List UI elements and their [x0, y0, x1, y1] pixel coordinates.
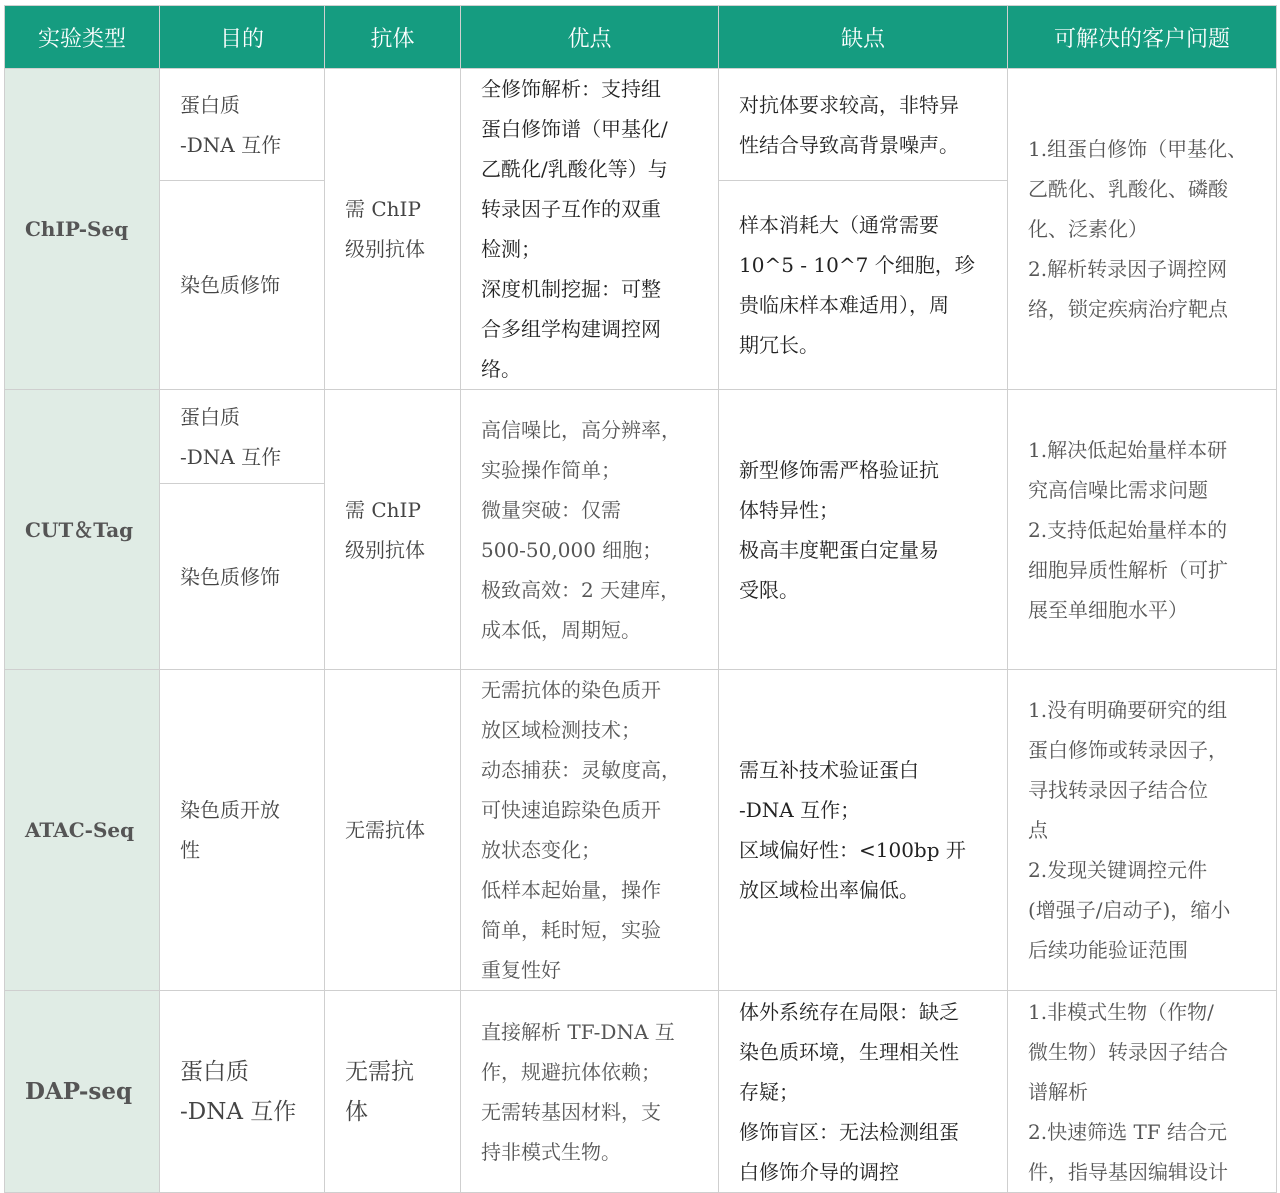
text-line: 放区域检测技术； [481, 718, 641, 742]
table-row-dap [5, 991, 1277, 1193]
header-solve: 可解决的客户问题 [1008, 6, 1277, 69]
text-line: 1.非模式生物（作物/ [1028, 999, 1214, 1024]
type-cell [5, 390, 160, 670]
type-label: ChIP-Seq [25, 217, 129, 241]
purpose-cell [160, 484, 325, 670]
text-line: 性结合导致高背景噪声。 [739, 132, 959, 157]
text-line: 新型修饰需严格验证抗 [739, 457, 939, 482]
pros-cell [461, 670, 719, 991]
text-line: 乙酰化/乳酸化等）与 [481, 157, 668, 181]
text-line: 需互补技术验证蛋白 [739, 758, 919, 782]
cons-cell [719, 390, 1008, 670]
text-line: 持非模式生物。 [481, 1139, 621, 1164]
header-antibody: 抗体 [325, 6, 461, 69]
text-line: 受限。 [739, 577, 799, 602]
text-line: 低样本起始量，操作 [481, 878, 661, 902]
text-line: 500-50,000 细胞； [481, 537, 663, 562]
purpose-cell [160, 390, 325, 484]
text-line: 寻找转录因子结合位 [1028, 778, 1208, 802]
text-line: 需 ChIP [345, 497, 421, 522]
pros-cell [461, 991, 719, 1193]
text-line: 合多组学构建调控网 [481, 317, 661, 341]
text-line: 对抗体要求较高，非特异 [739, 92, 959, 117]
text-line: -DNA 互作 [180, 132, 282, 157]
antibody-cell [325, 670, 461, 991]
text-line: 2.快速筛选 TF 结合元 [1028, 1119, 1228, 1144]
text-line: 2.支持低起始量样本的 [1028, 517, 1228, 542]
text-line: 放状态变化； [481, 838, 601, 862]
text-line: 谱解析 [1028, 1079, 1088, 1104]
type-cell [5, 991, 160, 1193]
text-line: 2.解析转录因子调控网 [1028, 257, 1228, 281]
text-line: 实验操作简单； [481, 457, 621, 482]
cons-cell [719, 991, 1008, 1193]
text-line: 展至单细胞水平） [1028, 597, 1188, 622]
text-line: 成本低，周期短。 [481, 617, 641, 642]
pros-cell [461, 69, 719, 390]
text-line: 无需抗体的染色质开 [481, 678, 661, 702]
purpose-cell [160, 991, 325, 1193]
purpose-cell [160, 69, 325, 181]
text-line: 10^5 - 10^7 个细胞，珍 [739, 253, 975, 278]
text-line: 细胞异质性解析（可扩 [1028, 557, 1228, 582]
table-row-chip [5, 69, 1277, 181]
text-line: 蛋白质 [180, 404, 240, 429]
text-line: 性 [180, 838, 200, 862]
text-line: 乙酰化、乳酸化、磷酸 [1028, 177, 1228, 201]
purpose-cell [160, 181, 325, 390]
text-line: 存疑； [739, 1079, 799, 1104]
comparison-table [4, 5, 1277, 1193]
solve-cell [1008, 670, 1277, 991]
text-line: -DNA 互作 [180, 444, 282, 469]
text-line: 点 [1028, 818, 1048, 842]
text-line: 件，指导基因编辑设计 [1028, 1159, 1228, 1184]
text-line: 简单，耗时短，实验 [481, 918, 661, 942]
type-label: DAP-seq [25, 1077, 133, 1105]
header-type: 实验类型 [5, 6, 160, 69]
antibody-cell [325, 991, 461, 1193]
text-line: 无需转基因材料，支 [481, 1099, 661, 1124]
text-line: 体外系统存在局限：缺乏 [739, 999, 959, 1024]
text-line: 蛋白修饰或转录因子， [1028, 738, 1228, 762]
text-line: 全修饰解析：支持组 [481, 77, 661, 101]
text-line: 级别抗体 [345, 237, 425, 261]
header-row [5, 6, 1277, 69]
text-line: 高信噪比，高分辨率， [481, 417, 681, 442]
text-line: 贵临床样本难适用），周 [739, 293, 949, 318]
text-line: 染色质修饰 [180, 564, 280, 589]
type-cell [5, 69, 160, 390]
text-line: 作，规避抗体依赖； [481, 1059, 661, 1084]
text-line: 转录因子互作的双重 [481, 197, 661, 221]
table-row-atac [5, 670, 1277, 991]
text-line: 深度机制挖掘：可整 [481, 277, 661, 301]
solve-cell [1008, 69, 1277, 390]
text-line: 极高丰度靶蛋白定量易 [739, 537, 939, 562]
header-cons: 缺点 [719, 6, 1008, 69]
text-line: 需 ChIP [345, 197, 421, 221]
text-line: 2.发现关键调控元件 [1028, 858, 1208, 882]
solve-cell [1008, 991, 1277, 1193]
text-line: 无需抗体 [345, 818, 425, 842]
text-line: 白修饰介导的调控 [739, 1159, 899, 1184]
text-line: 区域偏好性：<100bp 开 [739, 838, 966, 862]
text-line: 极致高效：2 天建库， [481, 577, 681, 602]
header-purpose: 目的 [160, 6, 325, 69]
text-line: 1.解决低起始量样本研 [1028, 437, 1228, 462]
text-line: 微生物）转录因子结合 [1028, 1039, 1228, 1064]
text-line: 络，锁定疾病治疗靶点 [1028, 297, 1228, 321]
cons-cell [719, 69, 1008, 181]
antibody-cell [325, 69, 461, 390]
table-row-cut [5, 390, 1277, 484]
text-line: 1.没有明确要研究的组 [1028, 698, 1228, 722]
text-line: 蛋白质 [180, 1058, 249, 1085]
text-line: 蛋白修饰谱（甲基化/ [481, 117, 668, 141]
text-line: 络。 [481, 357, 521, 381]
text-line: 染色质环境，生理相关性 [739, 1039, 959, 1064]
text-line: 无需抗 [345, 1058, 414, 1085]
text-line: 级别抗体 [345, 537, 425, 562]
text-line: 检测； [481, 237, 541, 261]
text-line: 化、泛素化） [1028, 217, 1148, 241]
text-line: 体特异性； [739, 497, 839, 522]
text-line: (增强子/启动子)，缩小 [1028, 898, 1231, 922]
text-line: 后续功能验证范围 [1028, 938, 1188, 962]
text-line: 期冗长。 [739, 333, 819, 358]
text-line: 可快速追踪染色质开 [481, 798, 661, 822]
text-line: 染色质开放 [180, 798, 280, 822]
text-line: 放区域检出率偏低。 [739, 878, 919, 902]
purpose-cell [160, 670, 325, 991]
header-pros: 优点 [461, 6, 719, 69]
text-line: 微量突破：仅需 [481, 497, 621, 522]
cons-cell [719, 181, 1008, 390]
text-line: 1.组蛋白修饰（甲基化、 [1028, 137, 1248, 161]
text-line: -DNA 互作 [180, 1098, 297, 1125]
text-line: 究高信噪比需求问题 [1028, 477, 1208, 502]
type-label: ATAC-Seq [25, 818, 135, 842]
text-line: 动态捕获：灵敏度高， [481, 758, 681, 782]
text-line: 修饰盲区：无法检测组蛋 [739, 1119, 959, 1144]
solve-cell [1008, 390, 1277, 670]
text-line: -DNA 互作； [739, 798, 861, 822]
text-line: 染色质修饰 [180, 273, 280, 298]
text-line: 样本消耗大（通常需要 [739, 213, 939, 238]
antibody-cell [325, 390, 461, 670]
type-cell [5, 670, 160, 991]
type-label: CUT＆Tag [25, 517, 134, 542]
text-line: 直接解析 TF-DNA 互 [481, 1019, 675, 1044]
text-line: 体 [345, 1098, 368, 1125]
text-line: 蛋白质 [180, 92, 240, 117]
cons-cell [719, 670, 1008, 991]
text-line: 重复性好 [481, 958, 561, 982]
pros-cell [461, 390, 719, 670]
